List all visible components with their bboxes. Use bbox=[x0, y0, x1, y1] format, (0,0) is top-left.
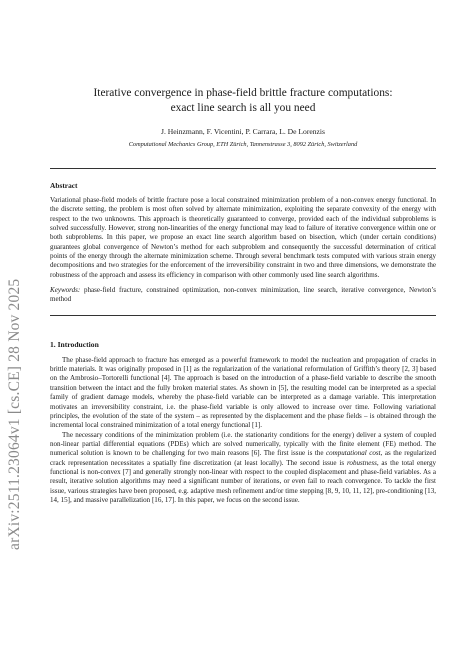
intro-paragraph-1: The phase-field approach to fracture has emerged as a powerful framework to model the nucleation and propagation of cracks in brittle materials. It was originally proposed in [1] as the regularization of the variational reformulation of Griffith’s theory [2, 3] based on the Ambrosio–Tortorelli functional [4]. The approach is based on the introduction of a phase-field variable to describe the smooth transition between the intact and the fully broken material states. As shown in [5], the resulting model can be interpreted as a special family of gradient damage models, whereby the phase-field variable can be interpreted as a damage variable. This interpretation motivates an irreversibility constraint, i.e. the phase-field variable is only allowed to increase over time. Following variational principles, the evolution of the state of the system – as represented by the displacement and the phase fields – is obtained through the incremental local constrained minimization of a total energy functional [1]. bbox=[50, 355, 436, 430]
intro-p2-part-c: , as the total energy functional is non-convex [7] and generally strongly non-linear with respect to the coupled displacement and phase-field variables. As a result, iterative solution algorithms may need a significant number of iterations, or even fail to reach convergence. To tackle the first issue, various strategies have been proposed, e.g. adaptive mesh refinement and/or time stepping [8, 9, 10, 11, 12], pre-conditioning [13, 14, 15], and massive parallelization [16, 17]. In this paper, we focus on the second issue. bbox=[50, 458, 436, 504]
arxiv-identifier-margin bbox=[4, 190, 26, 550]
abstract-heading: Abstract bbox=[50, 181, 78, 190]
paper-page bbox=[50, 0, 436, 505]
title-line-1: Iterative convergence in phase-field brittle fracture computations: bbox=[93, 87, 393, 99]
intro-paragraph-2 bbox=[50, 431, 436, 506]
intro-p2-emphasis-cost: computational cost bbox=[325, 449, 381, 458]
paper-title bbox=[50, 86, 436, 116]
section-heading-introduction: 1. Introduction bbox=[50, 339, 99, 349]
abstract-top-rule bbox=[50, 168, 436, 169]
abstract-body: Variational phase-field models of brittle fracture pose a local constrained minimization problem of a non-convex energy functional. In the discrete setting, the problem is most often solved by alternate minimization, exploiting the separate convexity of the energy with respect to the two unknowns. This approach is theoretically guaranteed to converge, provided each of the individual subproblems is solved successfully. However, strong non-linearities of the energy functional may lead to failure of iterative convergence within one or both subproblems. In this paper, we propose an exact line search algorithm based on bisection, which (under certain conditions) guarantees global convergence of Newton’s method for each subproblem and consequently the successful determination of critical points of the energy through the alternate minimization scheme. Through several benchmark tests computed with various strain energy decompositions and two strategies for the enforcement of the irreversibility constraint in two and three dimensions, we demonstrate the robustness of the approach and assess its efficiency in comparison with other commonly used line search algorithms. bbox=[50, 196, 436, 279]
intro-p2-emphasis-robustness: robustness bbox=[346, 458, 377, 467]
intro-p2-part-a: The necessary conditions of the minimization problem (i.e. the stationarity conditions for the energy) deliver a system of coupled non-linear partial differential equations (PDEs) which are solved numerically, typically with the finite element (FE) method. The numerical solution is known to be challenging for two main reasons [6]. The first issue is the bbox=[50, 430, 436, 458]
keywords bbox=[50, 286, 436, 305]
author-list: J. Heinzmann, F. Vicentini, P. Carrara, L. De Lorenzis bbox=[161, 127, 325, 136]
arxiv-identifier: arXiv:2511.23064v1 [cs.CE] 28 Nov 2025 bbox=[6, 278, 23, 550]
keywords-label: Keywords: bbox=[50, 286, 81, 295]
abstract-bottom-rule bbox=[50, 315, 436, 316]
affiliation: Computational Mechanics Group, ETH Zürich, Tannenstrasse 3, 8092 Zürich, Switzerland bbox=[128, 141, 358, 148]
title-line-2: exact line search is all you need bbox=[170, 102, 316, 114]
keywords-text: phase-field fracture, constrained optimization, non-convex minimization, line search, iterative convergence, Newton’s method bbox=[50, 286, 437, 304]
intro-p2-part-b: , as the regularized crack representation necessitates a spatially fine discretization (at least locally). The second issue is bbox=[50, 449, 436, 467]
